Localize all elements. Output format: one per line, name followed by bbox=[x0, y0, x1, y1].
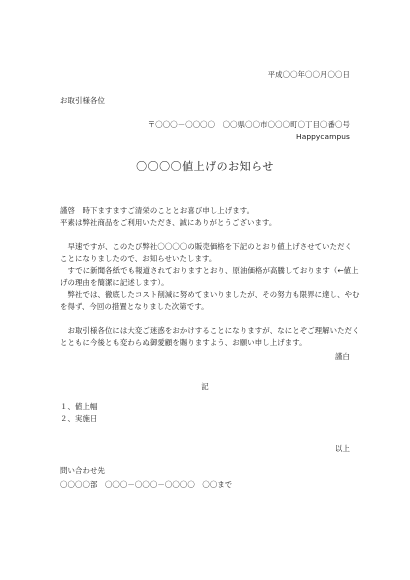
body-line-5: 弊社では、徹底したコスト削減に努めてまいりましたが、その努力も限界に達し、やむ bbox=[60, 290, 360, 299]
greeting-line-2: 平素は弊社商品をご利用いただき、誠にありがとうございます。 bbox=[60, 218, 277, 227]
contact-detail: 〇〇〇〇部 〇〇〇－〇〇〇－〇〇〇〇 〇〇まで bbox=[60, 480, 233, 489]
body-line-1: 早速ですが、このたび弊社〇〇〇〇の販売価格を下記のとおり値上げさせていただく bbox=[60, 242, 353, 251]
contact-heading: 問い合わせ先 bbox=[60, 466, 105, 475]
item-2: ２、実施日 bbox=[60, 414, 98, 423]
closing-line-1: お取引様各位には大変ご迷惑をおかけすることになりますが、なにとぞご理解いただく bbox=[60, 326, 360, 335]
greeting-line-1: 謹啓 時下ますますご清栄のこととお喜び申し上げます。 bbox=[60, 206, 255, 215]
end-mark: 以上 bbox=[335, 444, 350, 453]
item-1: １、値上幅 bbox=[60, 402, 98, 411]
sender-address: 〒〇〇〇－〇〇〇〇 〇〇県〇〇市〇〇〇町〇丁目〇番〇号 bbox=[147, 120, 350, 129]
complimentary-close: 謹白 bbox=[335, 352, 350, 361]
body-line-2: ことになりましたので、お知らせいたします。 bbox=[60, 254, 217, 263]
closing-line-2: とともに今後とも変わらぬ御愛顧を賜りますよう、お願い申し上げます。 bbox=[60, 338, 307, 347]
ki-heading: 記 bbox=[201, 382, 209, 391]
document-title: 〇〇〇〇値上げのお知らせ bbox=[136, 160, 274, 173]
body-line-4: げの理由を簡潔に記述します）。 bbox=[60, 278, 169, 287]
document-date: 平成〇〇年〇〇月〇〇日 bbox=[267, 70, 350, 79]
body-line-3: すでに新聞各紙でも報道されておりますとおり、原油価格が高騰しております（←値上 bbox=[60, 266, 359, 275]
body-line-6: を得ず、今回の措置となりました次第です。 bbox=[60, 302, 209, 311]
recipient: お取引様各位 bbox=[60, 96, 105, 105]
sender-name: Happycampus bbox=[296, 132, 350, 141]
